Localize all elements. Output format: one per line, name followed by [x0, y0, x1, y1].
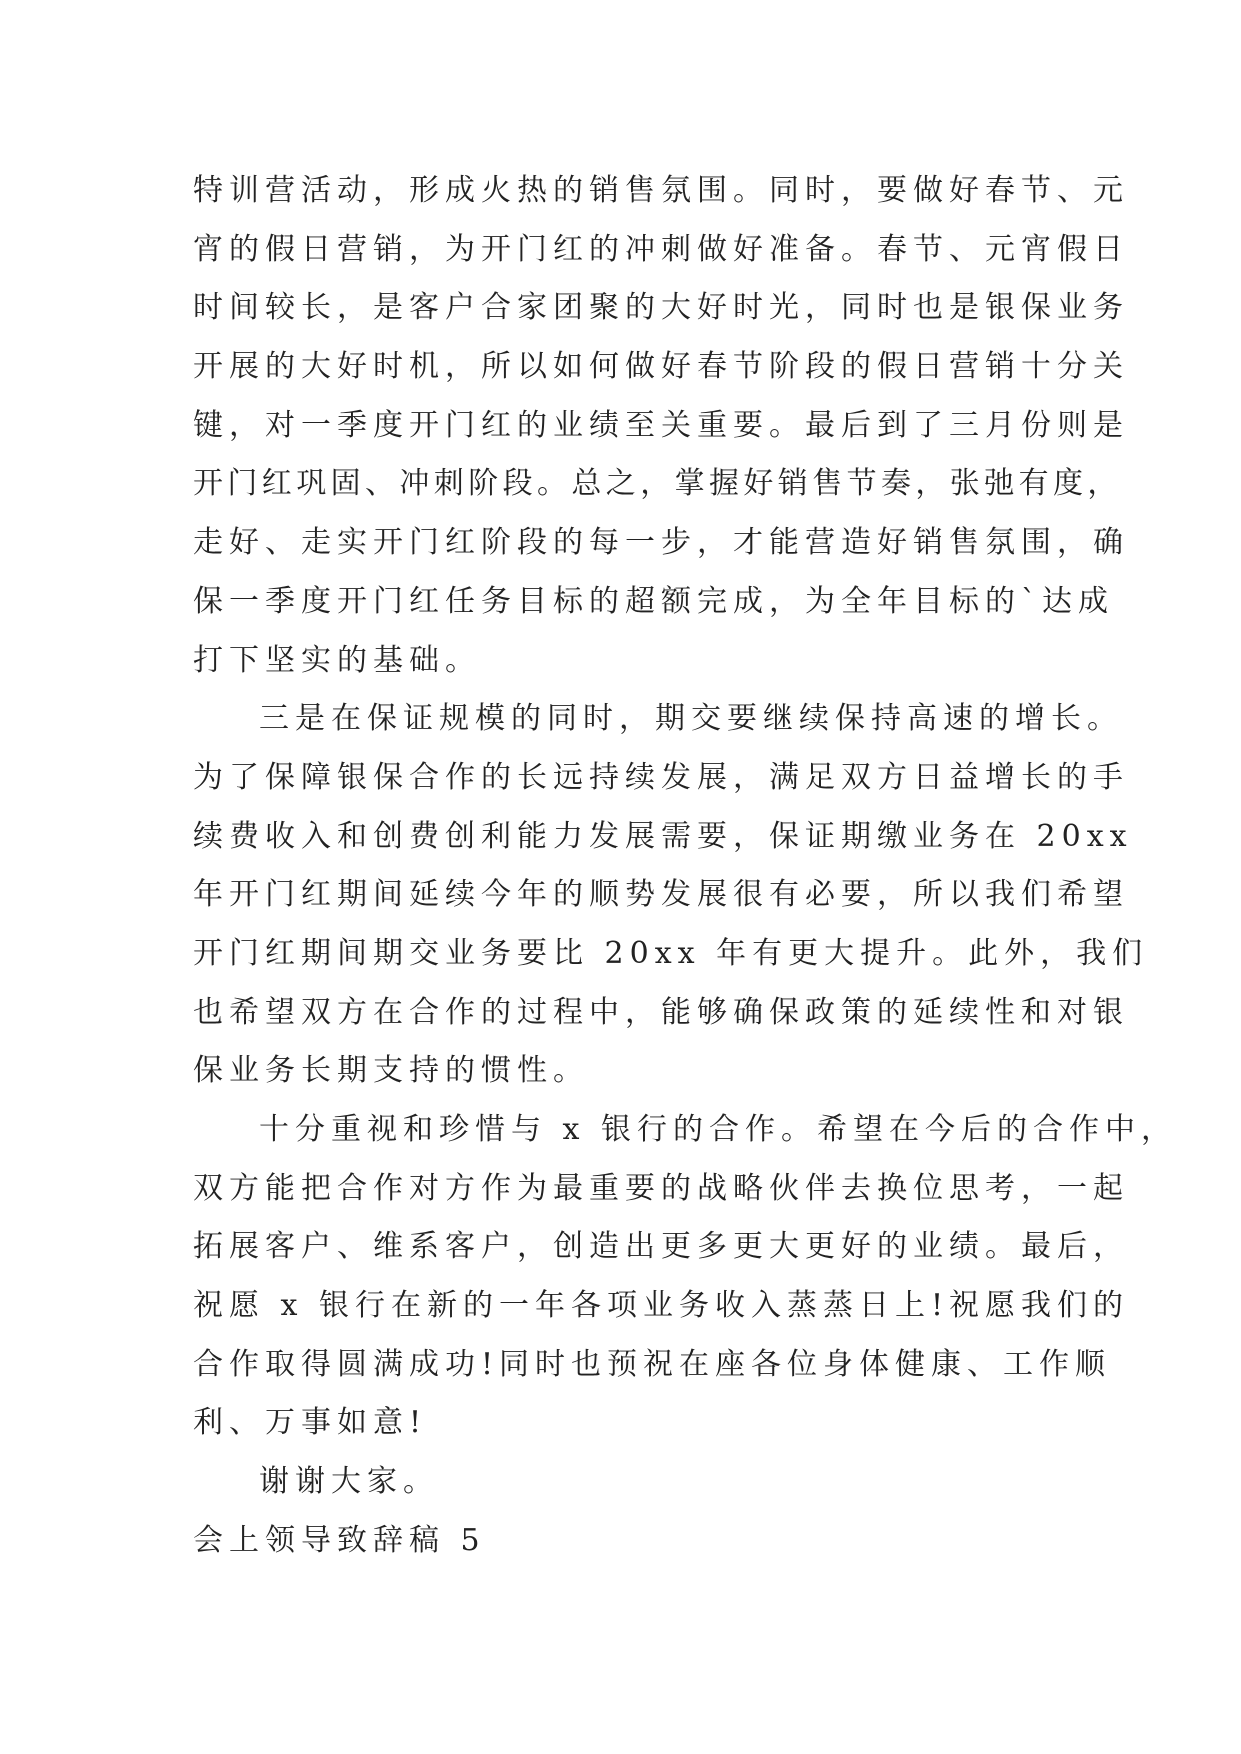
text-line: 宵的假日营销，为开门红的冲刺做好准备。春节、元宵假日 [193, 231, 1129, 267]
paragraph-start-line: 十分重视和珍惜与 x 银行的合作。希望在今后的合作中， [259, 1112, 1177, 1147]
text-line: 也希望双方在合作的过程中，能够确保政策的延续性和对银 [193, 994, 1129, 1030]
section-heading: 会上领导致辞稿 5 [193, 1522, 486, 1558]
text-line: 保业务长期支持的惯性。 [193, 1053, 589, 1089]
text-line: 双方能把合作对方作为最重要的战略伙伴去换位思考，一起 [193, 1170, 1129, 1206]
text-line: 特训营活动，形成火热的销售氛围。同时，要做好春节、元 [193, 173, 1129, 208]
text-line: 为了保障银保合作的长远持续发展，满足双方日益增长的手 [193, 759, 1129, 795]
paragraph-start-line: 三是在保证规模的同时，期交要继续保持高速的增长。 [259, 701, 1123, 737]
text-line: 利、万事如意! [193, 1405, 428, 1441]
text-line: 打下坚实的基础。 [193, 642, 481, 678]
text-line: 保一季度开门红任务目标的超额完成，为全年目标的`达成 [193, 583, 1114, 619]
text-line: 开展的大好时机，所以如何做好春节阶段的假日营销十分关 [193, 349, 1129, 385]
text-line: 开门红期间期交业务要比 20xx 年有更大提升。此外，我们 [193, 935, 1149, 971]
text-line: 时间较长，是客户合家团聚的大好时光，同时也是银保业务 [193, 290, 1129, 326]
text-line: 键，对一季度开门红的业绩至关重要。最后到了三月份则是 [193, 407, 1129, 443]
text-line: 合作取得圆满成功!同时也预祝在座各位身体健康、工作顺 [193, 1346, 1112, 1382]
text-line: 年开门红期间延续今年的顺势发展很有必要，所以我们希望 [193, 877, 1129, 913]
text-line: 开门红巩固、冲刺阶段。总之，掌握好销售节奏，张弛有度， [193, 466, 1122, 502]
text-line: 祝愿 x 银行在新的一年各项业务收入蒸蒸日上!祝愿我们的 [193, 1288, 1130, 1324]
text-line: 拓展客户、维系客户，创造出更多更大更好的业绩。最后， [193, 1229, 1129, 1265]
text-line: 走好、走实开门红阶段的每一步，才能营造好销售氛围，确 [193, 525, 1129, 561]
text-line: 续费收入和创费创利能力发展需要，保证期缴业务在 20xx [193, 818, 1133, 854]
closing-line: 谢谢大家。 [259, 1464, 439, 1500]
document-body [193, 162, 1177, 1571]
